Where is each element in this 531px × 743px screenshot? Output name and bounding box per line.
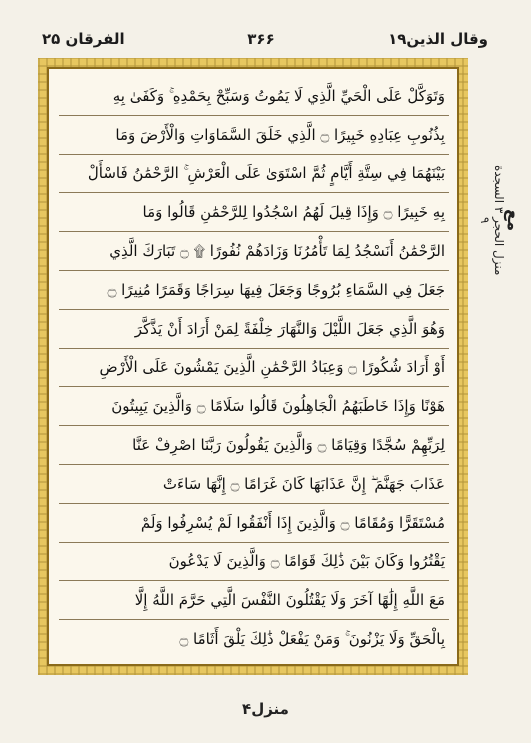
verse-line: مَعَ اللَّهِ إِلَٰهًا آخَرَ وَلَا يَقْتُلُونَ النَّفْسَ الَّتِي حَرَّمَ اللَّهُ إِلَّا: [59, 581, 449, 620]
juz-title: وقال الذين۱۹: [388, 30, 488, 48]
manzil-footer: منزل۴: [242, 700, 289, 718]
page-number: ۳۶۶: [247, 30, 275, 48]
verse-line: يَقْتُرُوا وَكَانَ بَيْنَ ذَٰلِكَ قَوَامًا ۝ وَالَّذِينَ لَا يَدْعُونَ: [59, 543, 449, 582]
verse-line: بِهِ خَبِيرًا ۝ وَإِذَا قِيلَ لَهُمُ اسْجُدُوا لِلرَّحْمَٰنِ قَالُوا وَمَا: [59, 193, 449, 232]
verse-line: بِالْحَقِّ وَلَا يَزْنُونَ ۚ وَمَنْ يَفْعَلْ ذَٰلِكَ يَلْقَ أَثَامًا ۝: [179, 630, 445, 649]
verse-line: مُسْتَقَرًّا وَمُقَامًا ۝ وَالَّذِينَ إِذَا أَنْفَقُوا لَمْ يُسْرِفُوا وَلَمْ: [59, 504, 449, 543]
margin-note: [478, 160, 523, 280]
verse-line: وَهُوَ الَّذِي جَعَلَ اللَّيْلَ وَالنَّهَارَ خِلْفَةً لِمَنْ أَرَادَ أَنْ يَذَّكَّرَ: [59, 310, 449, 349]
verse-line: بَيْنَهُمَا فِي سِتَّةِ أَيَّامٍ ثُمَّ اسْتَوَىٰ عَلَى الْعَرْشِ ۚ الرَّحْمَٰنُ فَاسْأَلْ: [59, 155, 449, 194]
text-panel: [47, 67, 459, 666]
margin-mark: مع: [503, 208, 523, 232]
page-header: [12, 30, 510, 58]
margin-text: منزل الحجر ٣ السجدة ٩: [478, 164, 506, 276]
verse-lines: [59, 77, 449, 658]
verse-line: أَوْ أَرَادَ شُكُورًا ۝ وَعِبَادُ الرَّحْمَٰنِ الَّذِينَ يَمْشُونَ عَلَى الْأَرْضِ: [59, 349, 449, 388]
verse-line: هَوْنًا وَإِذَا خَاطَبَهُمُ الْجَاهِلُونَ قَالُوا سَلَامًا ۝ وَالَّذِينَ يَبِيتُونَ: [59, 387, 449, 426]
verse-line: بِذُنُوبِ عِبَادِهِ خَبِيرًا ۝ الَّذِي خَلَقَ السَّمَاوَاتِ وَالْأَرْضَ وَمَا: [59, 116, 449, 155]
verse-line: عَذَابَ جَهَنَّمَ ۖ إِنَّ عَذَابَهَا كَانَ غَرَامًا ۝ إِنَّهَا سَاءَتْ: [59, 465, 449, 504]
verse-line: وَتَوَكَّلْ عَلَى الْحَيِّ الَّذِي لَا يَمُوتُ وَسَبِّحْ بِحَمْدِهِ ۚ وَكَفَىٰ بِهِ: [59, 77, 449, 116]
verse-line: لِرَبِّهِمْ سُجَّدًا وَقِيَامًا ۝ وَالَّذِينَ يَقُولُونَ رَبَّنَا اصْرِفْ عَنَّا: [59, 426, 449, 465]
ornamental-frame: [38, 58, 468, 675]
verse-line: جَعَلَ فِي السَّمَاءِ بُرُوجًا وَجَعَلَ فِيهَا سِرَاجًا وَقَمَرًا مُنِيرًا ۝: [59, 271, 449, 310]
surah-title: الفرقان ۲۵: [42, 30, 125, 48]
verse-line: الرَّحْمَٰنُ أَنَسْجُدُ لِمَا تَأْمُرُنَا وَزَادَهُمْ نُفُورًا ۩ ۝ تَبَارَكَ الَّذِي: [59, 232, 449, 271]
